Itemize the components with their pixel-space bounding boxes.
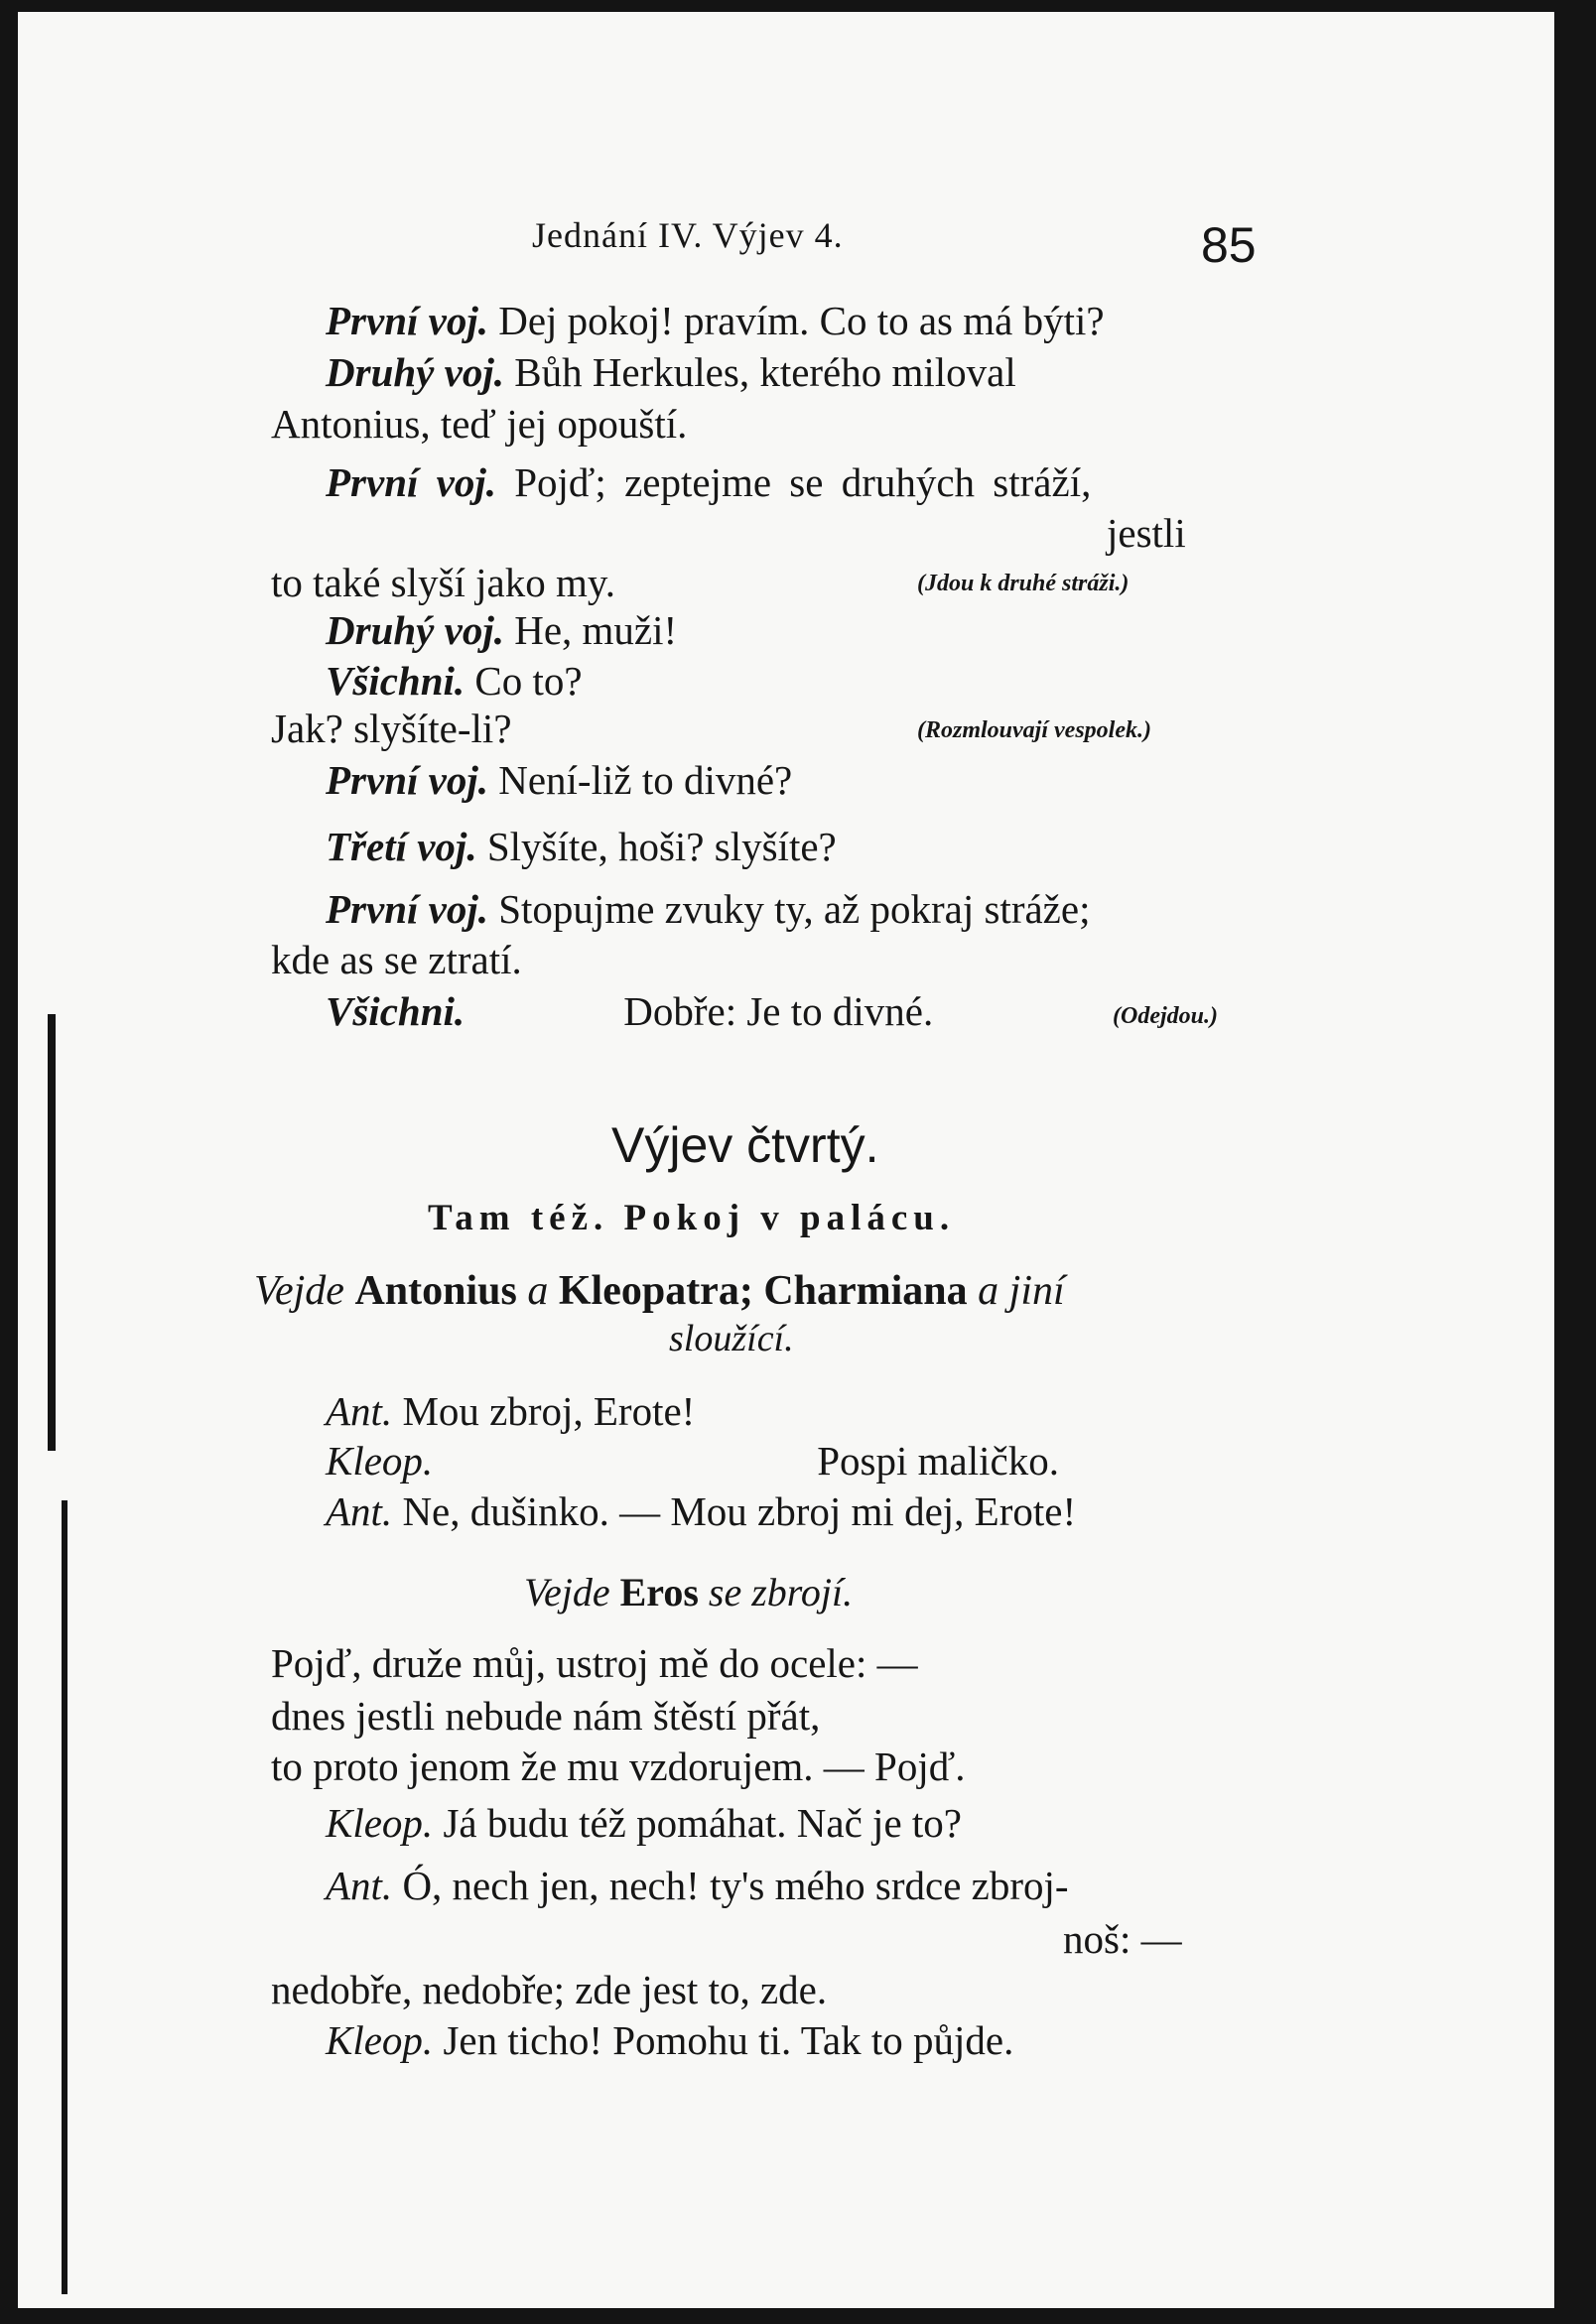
dialogue-line [326,886,1091,932]
stage-direction: (Rozmlouvají vespolek.) [917,717,1151,743]
line-text: Mou zbroj, Erote! [402,1388,696,1434]
scene-setting: Tam též. Pokoj v palácu. [428,1198,956,1238]
speaker: První voj. [326,459,496,505]
dialogue-line [271,1743,966,1789]
dialogue-line [271,401,688,447]
stage-word: Vejde [254,1268,344,1314]
line-text: noš: — [1063,1916,1182,1962]
speaker: Všichni. [326,988,466,1034]
speaker: Třetí voj. [326,824,477,869]
line-text: Ne, dušinko. — Mou zbroj mi dej, Erote! [402,1488,1077,1534]
dialogue-line [326,988,934,1034]
speaker: Ant. [326,1388,393,1434]
stage-word: a [527,1268,549,1314]
line-text: Pojď, druže můj, ustroj mě do ocele: — [271,1640,918,1686]
dialogue-line [326,349,1016,395]
dialogue-line [271,937,522,982]
dialogue-line [326,824,837,869]
line-text: to proto jenom že mu vzdorujem. — Pojď. [271,1743,966,1789]
speaker: Kleop. [326,1800,434,1846]
speaker: Ant. [326,1863,393,1908]
dialogue-line [326,607,678,653]
dialogue-line [326,2017,1014,2063]
speaker: První voj. [326,757,488,803]
stage-direction: (Jdou k druhé stráži.) [917,571,1130,596]
line-text: Stopujme zvuky ty, až pokraj stráže; [498,886,1091,932]
dialogue-line [271,1693,821,1739]
dialogue-line [271,560,615,605]
speaker: Kleop. [326,2017,434,2063]
entrance-direction [254,1270,1065,1312]
line-text: Pospi maličko. [817,1438,1059,1484]
dialogue-line [1107,510,1186,556]
line-text: dnes jestli nebude nám štěstí přát, [271,1693,821,1739]
line-text: Dobře: Je to divné. [623,988,934,1034]
speaker: Druhý voj. [326,349,504,395]
line-text: Co to? [474,658,583,704]
character-name: Antonius [354,1268,517,1314]
scene-heading: Výjev čtvrtý. [611,1117,879,1173]
dialogue-line [1063,1916,1182,1962]
stage-word: a jiní [978,1268,1065,1314]
dialogue-line [271,706,512,751]
character-name: Eros [619,1570,699,1614]
running-title: Jednání IV. Výjev 4. [532,215,844,255]
dialogue-line [326,1488,1077,1534]
dialogue-line [271,1640,918,1686]
dialogue-line [326,1800,962,1846]
line-text: Ó, nech jen, nech! ty's mého srdce zbroj- [402,1863,1069,1908]
book-page [18,12,1554,2308]
dialogue-line [326,298,1105,343]
speaker: Kleop. [326,1438,434,1484]
stage-word: Vejde [524,1570,610,1614]
character-name: Kleopatra; [558,1268,753,1314]
line-text: Slyšíte, hoši? slyšíte? [486,824,837,869]
stage-direction: (Odejdou.) [1113,1003,1218,1029]
entrance-direction [524,1570,854,1614]
dialogue-line [326,757,793,803]
line-text: Není-liž to divné? [498,757,793,803]
page-number: 85 [1201,217,1257,273]
line-text: Jen ticho! Pomohu ti. Tak to půjde. [443,2017,1014,2063]
dialogue-line [326,658,583,704]
entrance-direction-cont: sloužící. [669,1318,794,1359]
line-text: Antonius, teď jej opouští. [271,401,688,447]
dialogue-line [326,1388,696,1434]
dialogue-line [326,1863,1069,1908]
line-text: Jak? slyšíte-li? [271,706,512,751]
line-text: Bůh Herkules, kterého miloval [514,349,1016,395]
line-text: kde as se ztratí. [271,937,522,982]
line-text: Dej pokoj! pravím. Co to as má býti? [498,298,1105,343]
speaker: Druhý voj. [326,607,504,653]
speaker: Ant. [326,1488,393,1534]
page-edge-shadow [48,1014,56,1451]
line-text: jestli [1107,510,1186,556]
dialogue-line [271,1967,828,2012]
line-text: to také slyší jako my. [271,560,615,605]
dialogue-line [326,1438,1059,1484]
character-name: Charmiana [763,1268,968,1314]
speaker: Všichni. [326,658,466,704]
line-text: nedobře, nedobře; zde jest to, zde. [271,1967,828,2012]
page-edge-line [62,1500,67,2294]
line-text: Pojď; zeptejme se druhých stráží, [514,459,1092,505]
stage-word: se zbrojí. [708,1570,854,1614]
line-text: Já budu též pomáhat. Nač je to? [443,1800,962,1846]
speaker: První voj. [326,886,488,932]
speaker: První voj. [326,298,488,343]
line-text: He, muži! [514,607,678,653]
dialogue-line [326,459,1092,505]
